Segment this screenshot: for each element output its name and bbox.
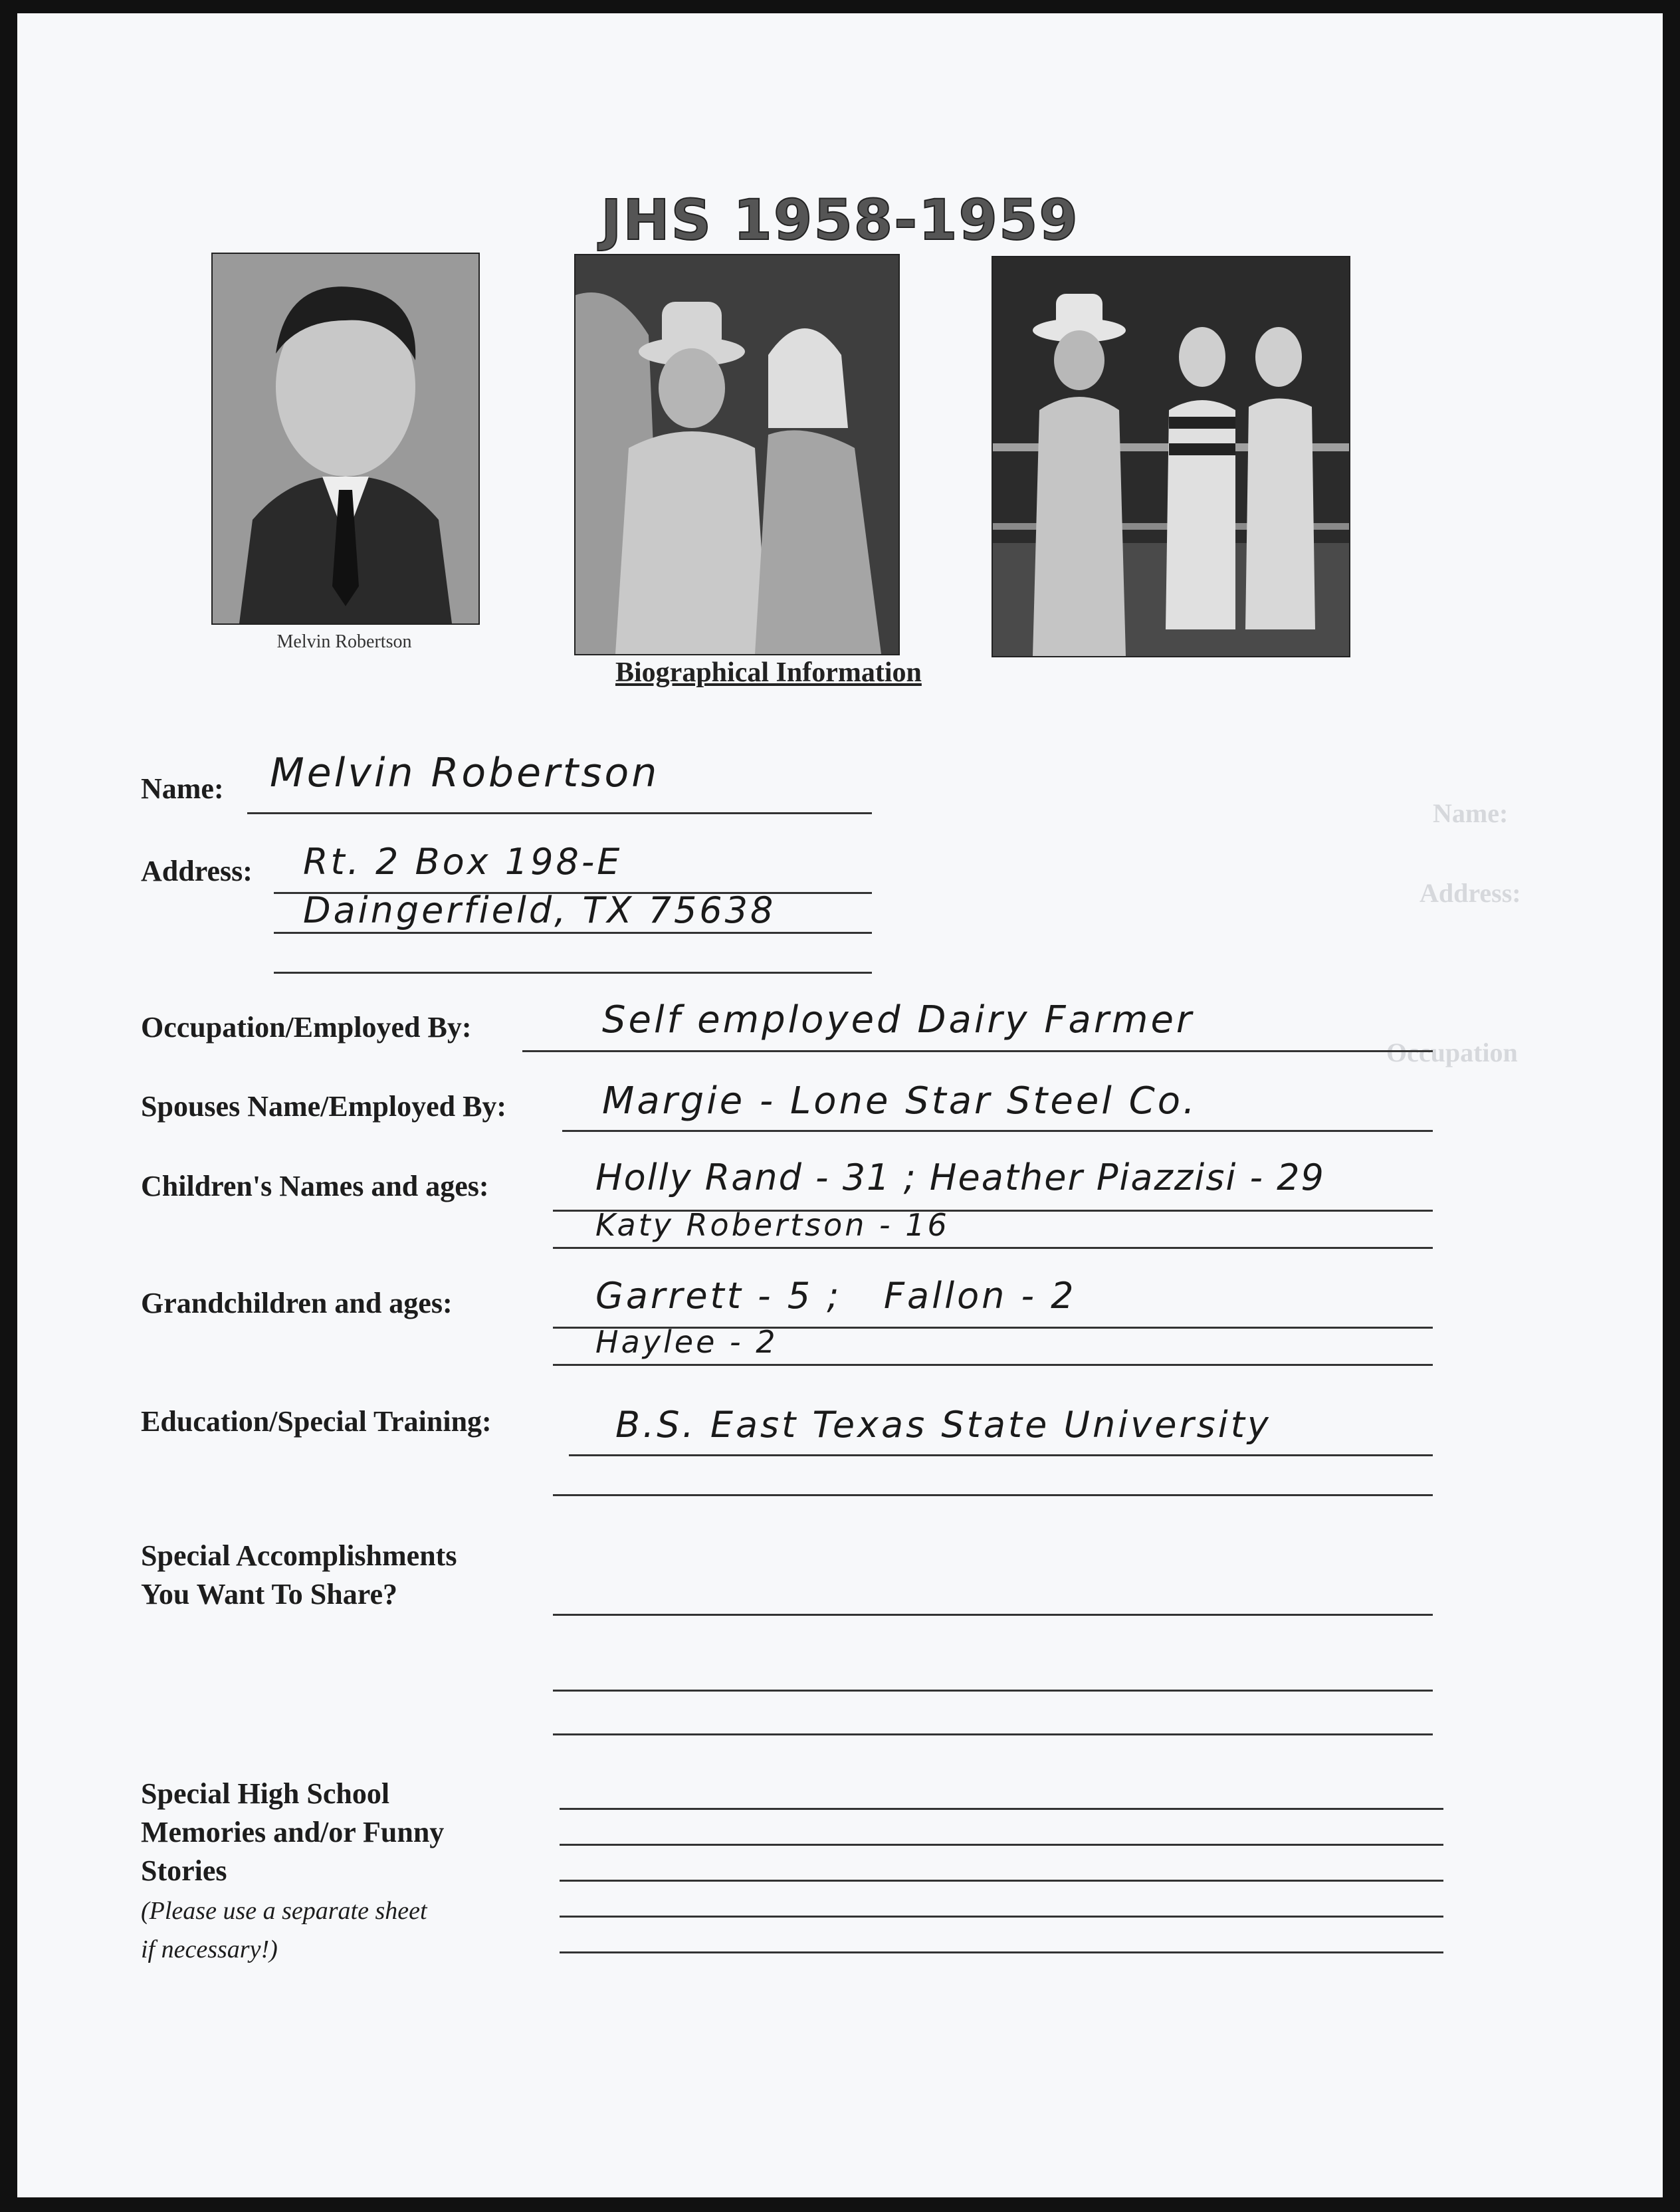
memories-label-2: Memories and/or Funny [141,1816,445,1848]
grandchildren-field-1[interactable]: Garrett - 5 ; Fallon - 2 [595,1275,1077,1317]
yearbook-page [17,13,1663,2197]
children-field-1[interactable]: Holly Rand - 31 ; Heather Piazzisi - 29 [595,1157,1325,1198]
accomplishments-label-2: You Want To Share? [141,1578,397,1610]
children-field-2[interactable]: Katy Robertson - 16 [595,1207,950,1243]
name-label: Name: [141,772,224,805]
memories-line-1[interactable] [560,1808,1443,1810]
education-field[interactable]: B.S. East Texas State University [615,1404,1271,1446]
address-line-2 [274,932,872,934]
memories-line-5[interactable] [560,1951,1443,1953]
bleed-through-text: Address: [1419,878,1521,908]
children-line-2 [553,1247,1433,1249]
address-field-1[interactable]: Rt. 2 Box 198-E [303,841,623,883]
memories-label-1: Special High School [141,1777,390,1810]
occupation-field[interactable]: Self employed Dairy Farmer [602,998,1194,1042]
accomplishments-line-2[interactable] [553,1690,1433,1692]
name-field[interactable]: Melvin Robertson [270,750,660,796]
grandchildren-field-2[interactable]: Haylee - 2 [595,1324,778,1360]
couple-photo [574,254,900,655]
education-line-1 [569,1454,1433,1456]
portrait-caption: Melvin Robertson [276,631,412,652]
name-line [247,812,872,814]
memories-hint-1: (Please use a separate sheet [141,1897,427,1925]
address-field-2[interactable]: Daingerfield, TX 75638 [303,889,776,931]
memories-line-2[interactable] [560,1844,1443,1846]
bleed-through-text: Name: [1433,798,1509,828]
occupation-line [522,1050,1433,1052]
grandchildren-label: Grandchildren and ages: [141,1287,453,1319]
education-line-2 [553,1494,1433,1496]
occupation-label: Occupation/Employed By: [141,1011,472,1044]
spouse-field[interactable]: Margie - Lone Star Steel Co. [602,1079,1198,1123]
section-heading: Biographical Information [615,657,922,688]
page-title: JHS 1958-1959 [601,187,1079,253]
accomplishments-label-1: Special Accomplishments [141,1539,457,1572]
memories-line-4[interactable] [560,1916,1443,1918]
memories-label-3: Stories [141,1854,227,1887]
accomplishments-line-3[interactable] [553,1733,1433,1735]
address-line-3 [274,972,872,974]
spouse-label: Spouses Name/Employed By: [141,1090,507,1123]
grandchildren-line-2 [553,1364,1433,1366]
spouse-line [562,1130,1433,1132]
memories-hint-2: if necessary!) [141,1936,278,1963]
children-label: Children's Names and ages: [141,1170,489,1202]
address-label: Address: [141,855,253,887]
bleed-through-text: Occupation [1386,1038,1518,1067]
portrait-photo [211,253,480,625]
memories-line-3[interactable] [560,1880,1443,1882]
education-label: Education/Special Training: [141,1405,492,1438]
accomplishments-line-1[interactable] [553,1614,1433,1616]
family-photo [992,256,1350,657]
